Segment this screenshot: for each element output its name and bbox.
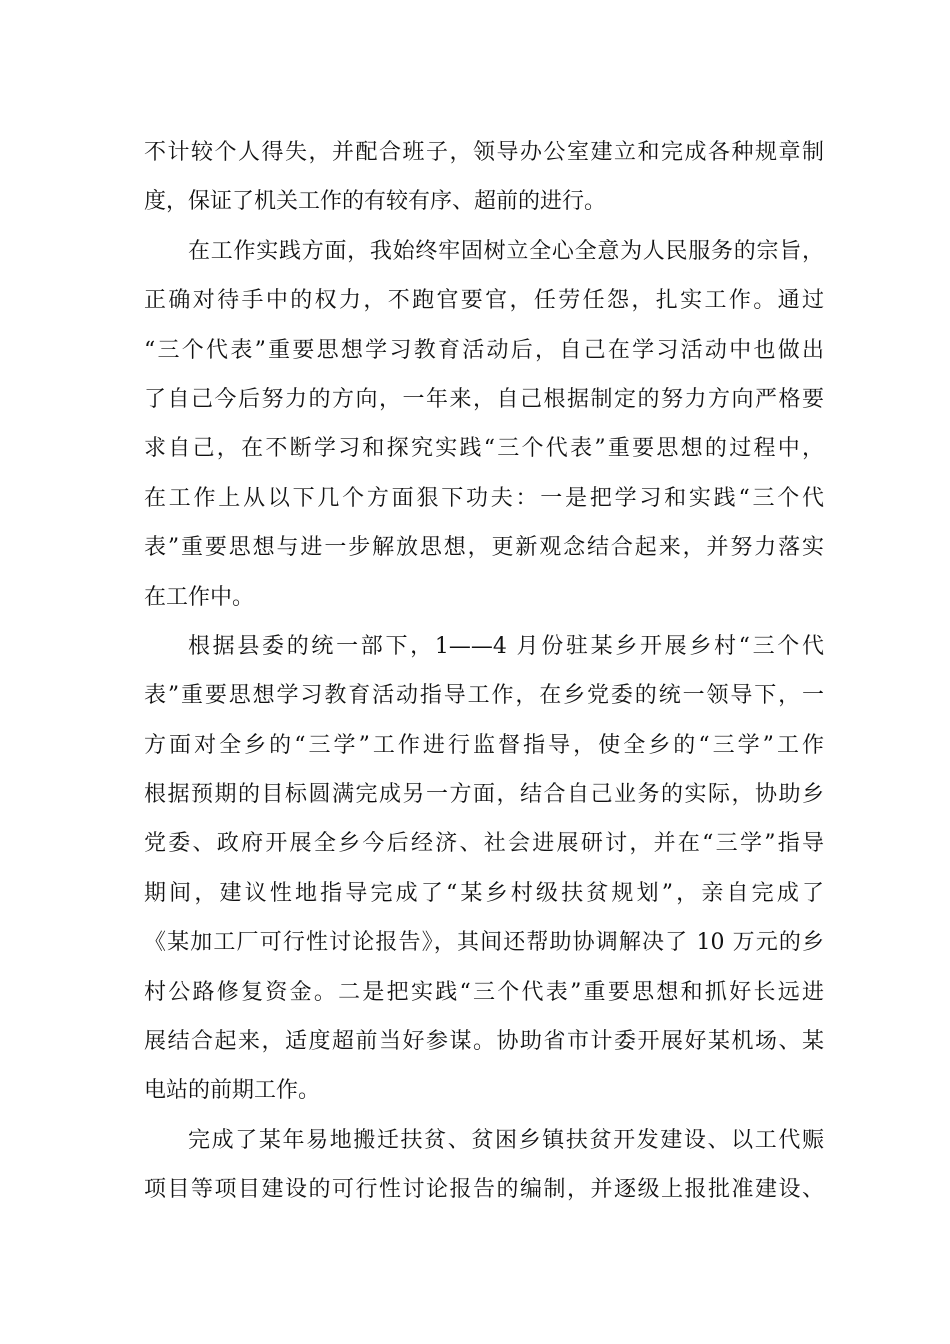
paragraph-line: 项目等项目建设的可行性讨论报告的编制，并逐级上报批准建设、: [144, 1177, 824, 1203]
paragraph-line: 《某加工厂可行性讨论报告》，其间还帮助协调解决了 10 万元的乡: [144, 930, 824, 956]
paragraph-line: 表”重要思想与进一步解放思想，更新观念结合起来，并努力落实: [144, 535, 824, 561]
paragraph-line: 正确对待手中的权力，不跑官要官，任劳任怨，扎实工作。通过: [144, 288, 824, 314]
paragraph-line: 在工作中。: [144, 584, 255, 610]
paragraph-line: 期间，建议性地指导完成了“某乡村级扶贫规划”，亲自完成了: [144, 880, 824, 906]
paragraph-line: 电站的前期工作。: [144, 1078, 321, 1104]
paragraph-line: “三个代表”重要思想学习教育活动后，自己在学习活动中也做出: [144, 337, 824, 363]
paragraph-line: 村公路修复资金。二是把实践“三个代表”重要思想和抓好长远进: [144, 979, 824, 1005]
paragraph-line: 表”重要思想学习教育活动指导工作，在乡党委的统一领导下，一: [144, 683, 824, 709]
paragraph-line: 展结合起来，适度超前当好参谋。协助省市计委开展好某机场、某: [144, 1029, 824, 1055]
paragraph-line: 党委、政府开展全乡今后经济、社会进展研讨，并在“三学”指导: [144, 831, 824, 857]
paragraph-line: 不计较个人得失，并配合班子，领导办公室建立和完成各种规章制: [144, 140, 824, 165]
paragraph-line: 了自己今后努力的方向，一年来，自己根据制定的努力方向严格要: [144, 386, 824, 412]
paragraph-line: 根据预期的目标圆满完成另一方面，结合自己业务的实际，协助乡: [144, 782, 824, 808]
paragraph-line: 度，保证了机关工作的有较有序、超前的进行。: [144, 189, 607, 215]
paragraph-line: 在工作上从以下几个方面狠下功夫：一是把学习和实践“三个代: [144, 485, 824, 511]
paragraph-line: 完成了某年易地搬迁扶贫、贫困乡镇扶贫开发建设、以工代赈: [188, 1127, 824, 1153]
paragraph-line: 求自己，在不断学习和探究实践“三个代表”重要思想的过程中，: [144, 436, 824, 462]
document-body: [144, 128, 824, 1215]
paragraph-line: 方面对全乡的“三学”工作进行监督指导，使全乡的“三学”工作: [144, 732, 824, 758]
paragraph-line: 在工作实践方面，我始终牢固树立全心全意为人民服务的宗旨，: [188, 238, 824, 264]
paragraph-line: 根据县委的统一部下，1——4 月份驻某乡开展乡村“三个代: [188, 633, 824, 659]
